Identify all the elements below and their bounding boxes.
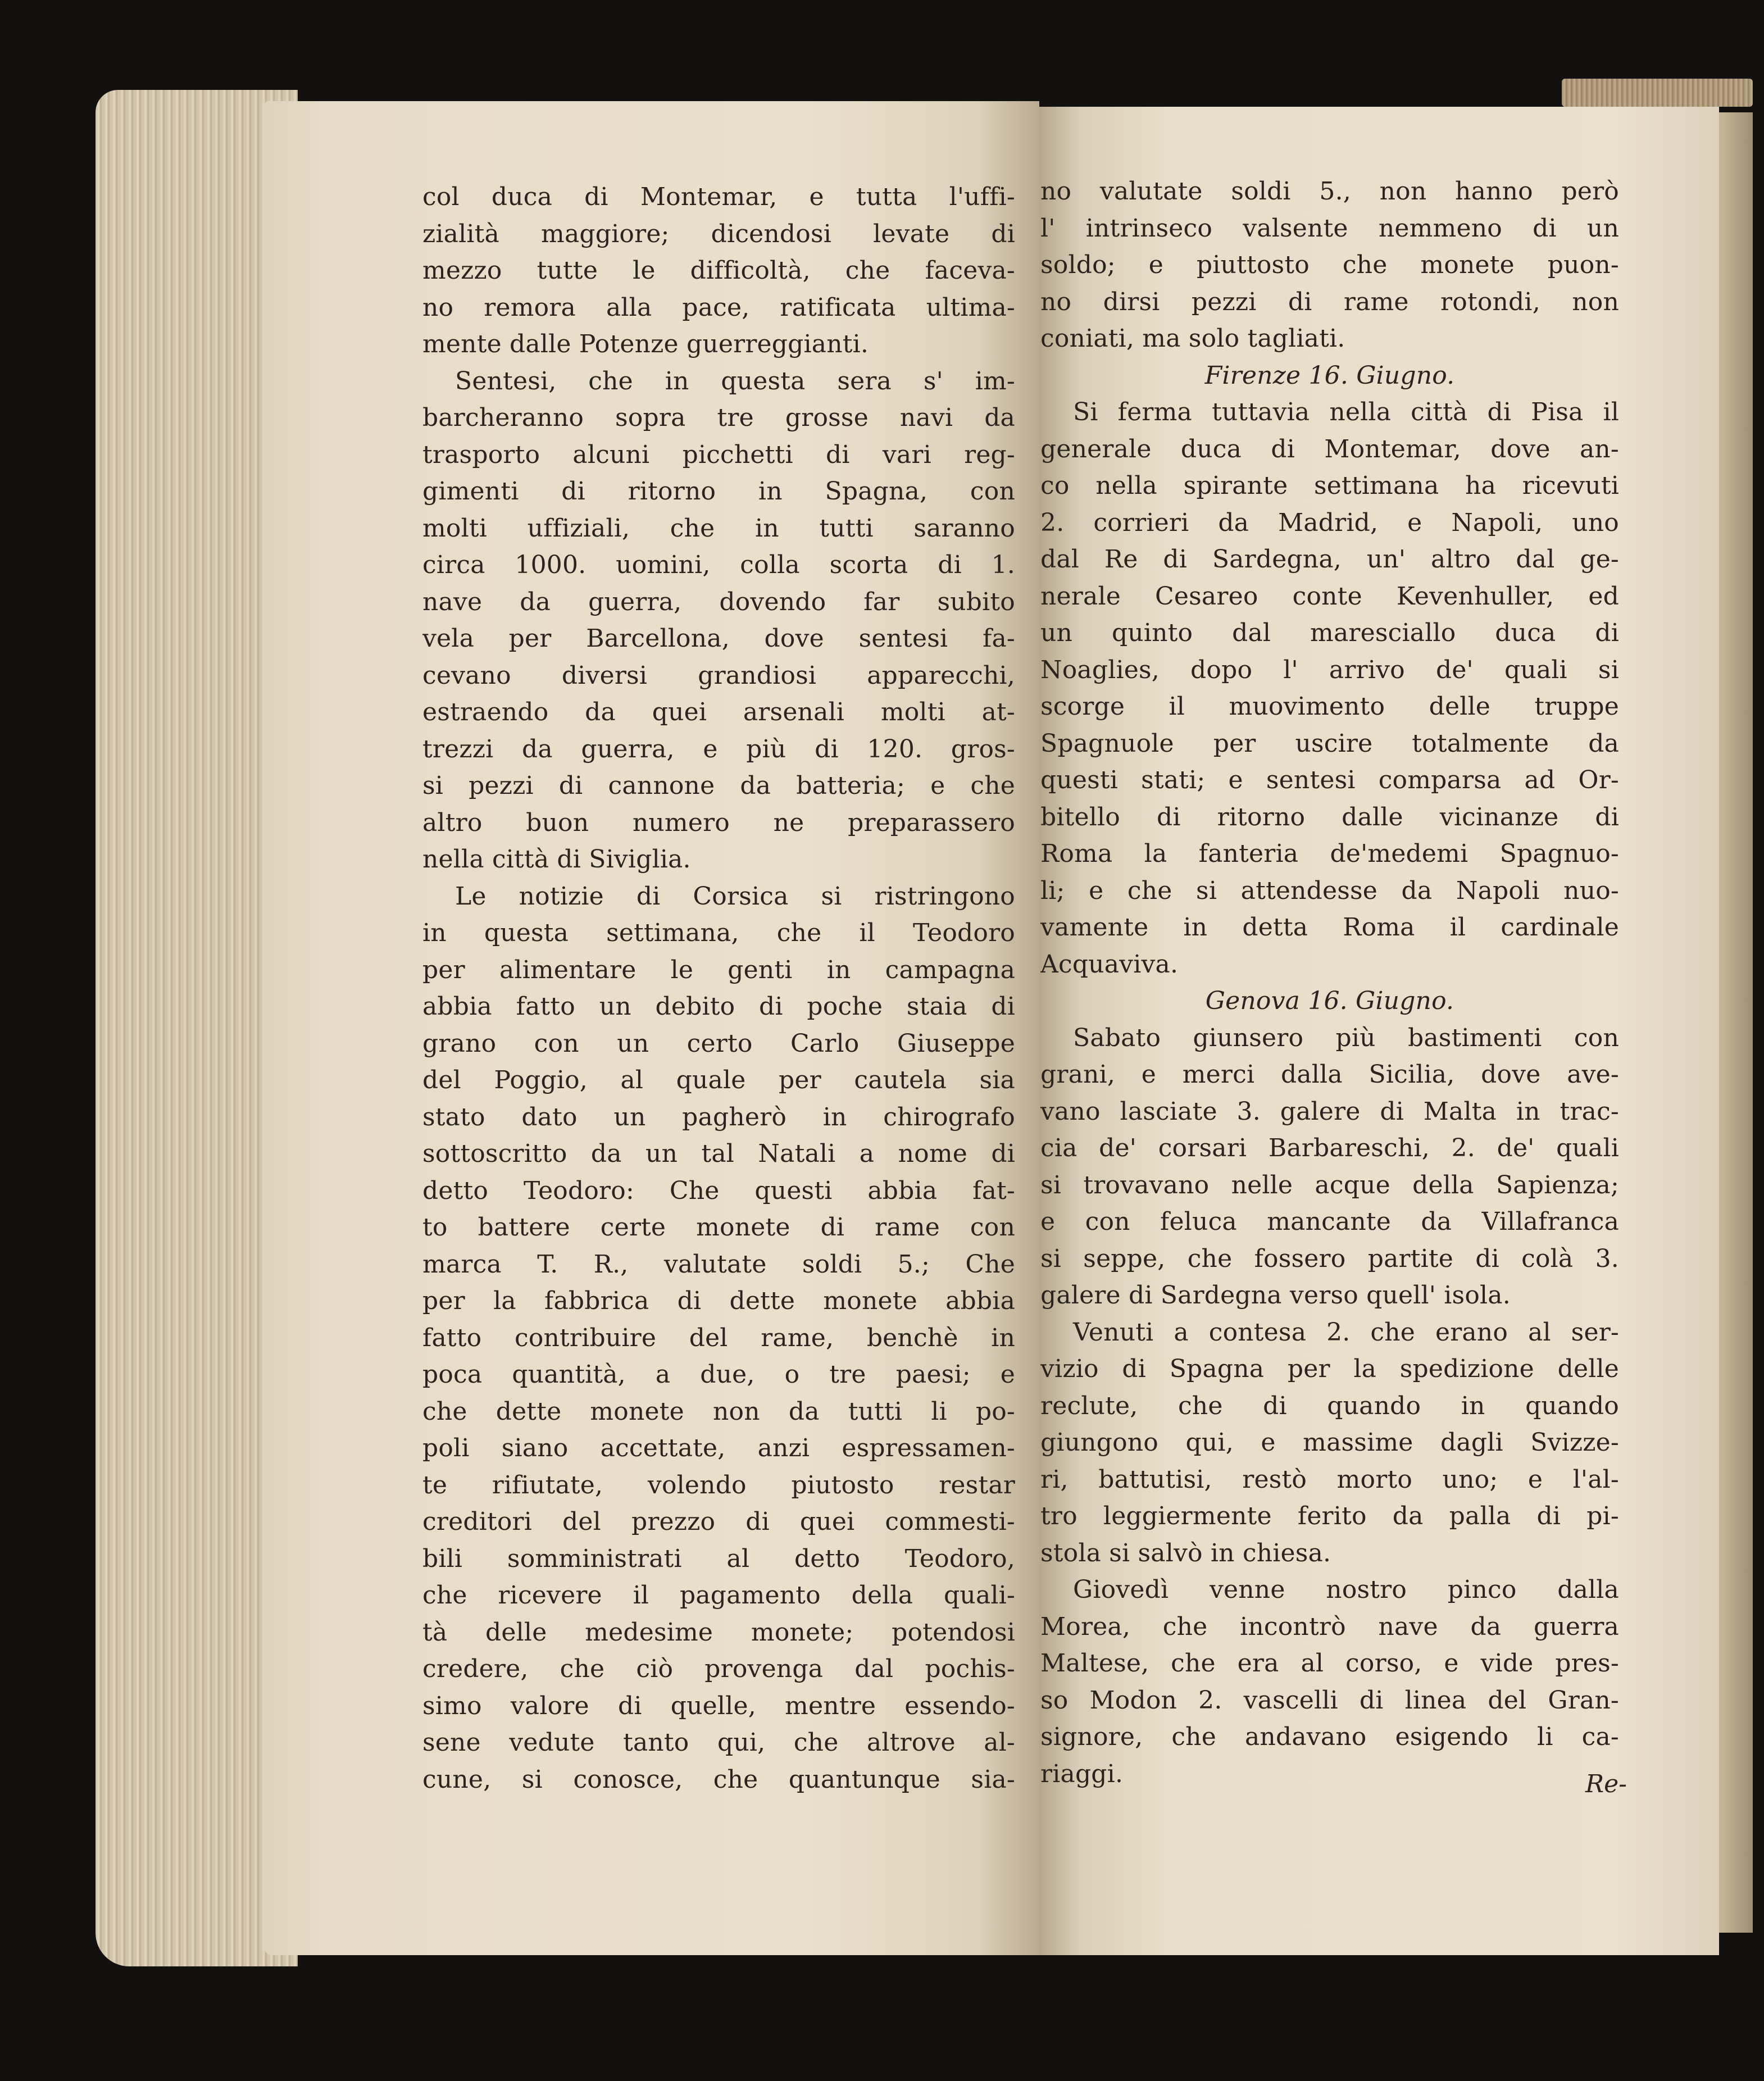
- text-line: cia de' corsari Barbareschi, 2. de' quali: [1040, 1134, 1619, 1162]
- text-line: fatto contribuire del rame, benchè in: [422, 1323, 1015, 1352]
- text-line: tro leggiermente ferito da palla di pi-: [1040, 1502, 1619, 1530]
- text-line: generale duca di Montemar, dove an-: [1040, 434, 1619, 464]
- text-line: per la fabbrica di dette monete abbia: [422, 1287, 1015, 1315]
- text-line: sene vedute tanto qui, che altrove al-: [422, 1728, 1015, 1757]
- text-line: te rifiutate, volendo piutosto restar: [422, 1470, 1015, 1500]
- text-line: bitello di ritorno dalle vicinanze di: [1040, 802, 1619, 832]
- text-line: 2. corrieri da Madrid, e Napoli, uno: [1040, 508, 1619, 537]
- text-line: del Poggio, al quale per cautela sia: [422, 1066, 1015, 1094]
- text-line: l' intrinseco valsente nemmeno di un: [1040, 213, 1619, 243]
- text-line: tà delle medesime monete; potendosi: [422, 1617, 1015, 1647]
- text-line: no dirsi pezzi di rame rotondi, non: [1040, 287, 1619, 316]
- text-line: coniati, ma solo tagliati.: [1040, 324, 1345, 353]
- text-line: nella città di Siviglia.: [422, 845, 691, 874]
- text-line: soldo; e piuttosto che monete puon-: [1040, 251, 1619, 279]
- text-line: reclute, che di quando in quando: [1040, 1391, 1619, 1420]
- text-line: to battere certe monete di rame con: [422, 1213, 1015, 1242]
- right-column-florence-block: [1040, 394, 1619, 983]
- text-line: simo valore di quelle, mentre essendo-: [422, 1691, 1015, 1720]
- text-line: Roma la fanteria de'medemi Spagnuo-: [1040, 839, 1619, 868]
- text-line: Sentesi, che in questa sera s' im-: [455, 366, 1015, 396]
- text-line: che ricevere il pagamento della quali-: [422, 1581, 1015, 1610]
- text-line: signore, che andavano esigendo li ca-: [1040, 1723, 1619, 1751]
- text-line: ri, battutisi, restò morto uno; e l'al-: [1040, 1465, 1619, 1494]
- dateline-florence: Firenze 16. Giugno.: [1204, 361, 1455, 390]
- text-line: si pezzi di cannone da batteria; e che: [422, 771, 1015, 800]
- text-line: e con feluca mancante da Villafranca: [1040, 1207, 1619, 1236]
- text-line: poli siano accettate, anzi espressamen-: [422, 1434, 1015, 1462]
- text-line: giungono qui, e massime dagli Svizze-: [1040, 1428, 1619, 1457]
- text-line: zialità maggiore; dicendosi levate di: [422, 219, 1015, 248]
- right-column-genoa-block: [1040, 1020, 1619, 1793]
- text-line: vizio di Spagna per la spedizione delle: [1040, 1355, 1619, 1383]
- text-line: nave da guerra, dovendo far subito: [422, 587, 1015, 616]
- text-line: li; e che si attendesse da Napoli nuo-: [1040, 876, 1619, 905]
- text-line: co nella spirante settimana ha ricevuti: [1040, 471, 1619, 500]
- text-line: estraendo da quei arsenali molti at-: [422, 698, 1015, 726]
- text-line: gimenti di ritorno in Spagna, con: [422, 477, 1015, 506]
- text-line: mezzo tutte le difficoltà, che faceva-: [422, 256, 1015, 285]
- text-line: circa 1000. uomini, colla scorta di 1.: [422, 551, 1015, 579]
- text-line: questi stati; e sentesi comparsa ad Or-: [1040, 766, 1619, 794]
- text-line: detto Teodoro: Che questi abbia fat-: [422, 1176, 1015, 1205]
- text-line: creditori del prezzo di quei commesti-: [422, 1507, 1015, 1536]
- text-line: trasporto alcuni picchetti di vari reg-: [422, 440, 1015, 469]
- text-line: cevano diversi grandiosi apparecchi,: [422, 661, 1015, 690]
- text-line: vano lasciate 3. galere di Malta in trac-: [1040, 1097, 1619, 1126]
- text-line: scorge il muovimento delle truppe: [1040, 692, 1619, 721]
- text-line: no valutate soldi 5., non hanno però: [1040, 177, 1619, 206]
- text-line: credere, che ciò provenga dal pochis-: [422, 1655, 1015, 1683]
- text-line: stola si salvò in chiesa.: [1040, 1538, 1331, 1567]
- text-line: sottoscritto da un tal Natali a nome di: [422, 1139, 1015, 1168]
- text-line: marca T. R., valutate soldi 5.; Che: [422, 1249, 1015, 1279]
- right-page-edge: [1719, 112, 1753, 1933]
- text-line: no remora alla pace, ratificata ultima-: [422, 293, 1015, 322]
- text-line: un quinto dal maresciallo duca di: [1040, 619, 1619, 647]
- right-column-top-block: [1040, 173, 1619, 357]
- text-line: mente dalle Potenze guerreggianti.: [422, 330, 869, 358]
- binding-cloth: [1562, 79, 1753, 107]
- text-line: poca quantità, a due, o tre paesi; e: [422, 1360, 1015, 1389]
- catchword: Re-: [1585, 1770, 1627, 1798]
- text-line: Sabato giunsero più bastimenti con: [1073, 1023, 1619, 1052]
- text-line: so Modon 2. vascelli di linea del Gran-: [1040, 1685, 1619, 1715]
- text-line: Giovedì venne nostro pinco dalla: [1073, 1575, 1619, 1604]
- text-line: stato dato un pagherò in chirografo: [422, 1102, 1015, 1132]
- text-line: per alimentare le genti in campagna: [422, 955, 1015, 984]
- text-line: dal Re di Sardegna, un' altro dal ge-: [1040, 545, 1619, 574]
- text-line: Le notizie di Corsica si ristringono: [455, 882, 1015, 911]
- text-line: riaggi.: [1040, 1759, 1124, 1788]
- text-line: abbia fatto un debito di poche staia di: [422, 992, 1015, 1021]
- text-line: bili somministrati al detto Teodoro,: [422, 1544, 1015, 1573]
- text-line: cune, si conosce, che quantunque sia-: [422, 1765, 1015, 1794]
- text-line: vamente in detta Roma il cardinale: [1040, 913, 1619, 942]
- text-line: grani, e merci dalla Sicilia, dove ave-: [1040, 1060, 1619, 1089]
- text-line: barcheranno sopra tre grosse navi da: [422, 403, 1015, 432]
- text-line: Venuti a contesa 2. che erano al ser-: [1073, 1317, 1619, 1347]
- right-text-column: [1040, 173, 1619, 1792]
- text-line: molti uffiziali, che in tutti saranno: [422, 514, 1015, 543]
- text-line: Si ferma tuttavia nella città di Pisa il: [1073, 398, 1619, 426]
- text-line: si trovavano nelle acque della Sapienza;: [1040, 1170, 1619, 1199]
- text-line: Spagnuole per uscire totalmente da: [1040, 729, 1619, 758]
- text-line: vela per Barcellona, dove sentesi fa-: [422, 624, 1015, 653]
- text-line: grano con un certo Carlo Giuseppe: [422, 1029, 1015, 1058]
- text-line: Noaglies, dopo l' arrivo de' quali si: [1040, 655, 1619, 684]
- left-text-column: [422, 179, 1015, 1798]
- text-line: Acquaviva.: [1040, 949, 1179, 979]
- text-line: si seppe, che fossero partite di colà 3.: [1040, 1244, 1619, 1273]
- text-line: Maltese, che era al corso, e vide pres-: [1040, 1649, 1619, 1678]
- text-line: trezzi da guerra, e più di 120. gros-: [422, 734, 1015, 764]
- text-line: altro buon numero ne preparassero: [422, 808, 1015, 837]
- dateline-genoa: Genova 16. Giugno.: [1205, 987, 1454, 1015]
- text-line: che dette monete non da tutti li po-: [422, 1397, 1015, 1426]
- text-line: col duca di Montemar, e tutta l'uffi-: [422, 183, 1015, 211]
- text-line: galere di Sardegna verso quell' isola.: [1040, 1281, 1511, 1310]
- text-line: nerale Cesareo conte Kevenhuller, ed: [1040, 581, 1619, 611]
- text-line: Morea, che incontrò nave da guerra: [1040, 1612, 1619, 1641]
- text-line: in questa settimana, che il Teodoro: [422, 919, 1015, 947]
